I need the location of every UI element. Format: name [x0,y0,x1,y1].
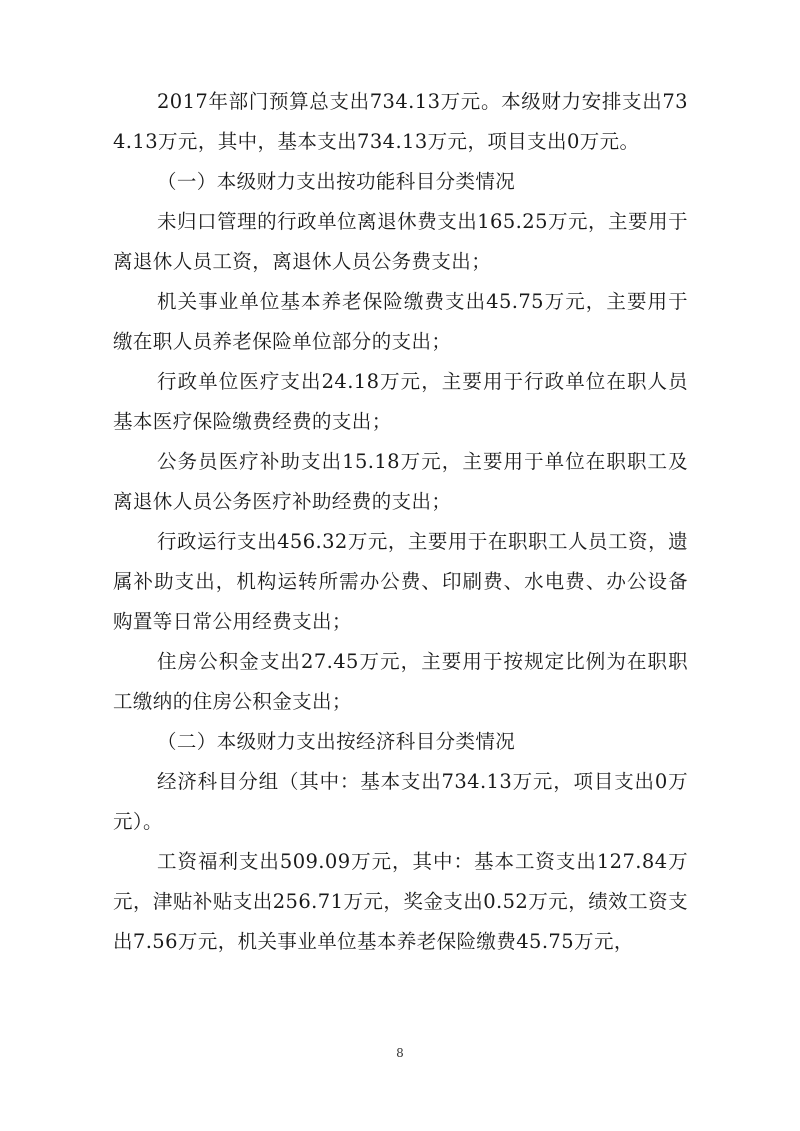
paragraph-medical-expenses: 行政单位医疗支出24.18万元，主要用于行政单位在职人员基本医疗保险缴费经费的支出； [113,370,688,433]
document-body [113,82,688,962]
paragraph-salary-welfare: 工资福利支出509.09万元，其中：基本工资支出127.84万元，津贴补贴支出256.71万元，奖金支出0.52万元，绩效工资支出7.56万元，机关事业单位基本养老保险缴费45.75万元， [113,850,688,953]
paragraph-economic-grouping: 经济科目分组（其中：基本支出734.13万元，项目支出0万元）。 [113,770,688,833]
paragraph-retiree-expenses: 未归口管理的行政单位离退休费支出165.25万元，主要用于离退休人员工资，离退休人员公务费支出； [113,210,688,273]
paragraph-housing-fund: 住房公积金支出27.45万元，主要用于按规定比例为在职职工缴纳的住房公积金支出； [113,650,688,713]
paragraph-administrative-operation: 行政运行支出456.32万元，主要用于在职职工人员工资，遗属补助支出，机构运转所需办公费、印刷费、水电费、办公设备购置等日常公用经费支出； [113,530,688,633]
page-number: 8 [396,1046,404,1060]
section-heading-functional-classification: （一）本级财力支出按功能科目分类情况 [157,170,516,193]
paragraph-civil-servant-medical: 公务员医疗补助支出15.18万元，主要用于单位在职职工及离退休人员公务医疗补助经费的支出； [113,450,688,513]
paragraph-pension-insurance: 机关事业单位基本养老保险缴费支出45.75万元，主要用于缴在职人员养老保险单位部分的支出； [113,290,688,353]
paragraph-budget-summary: 2017年部门预算总支出734.13万元。本级财力安排支出734.13万元，其中，基本支出734.13万元，项目支出0万元。 [113,90,688,153]
section-heading-economic-classification: （二）本级财力支出按经济科目分类情况 [157,730,516,753]
